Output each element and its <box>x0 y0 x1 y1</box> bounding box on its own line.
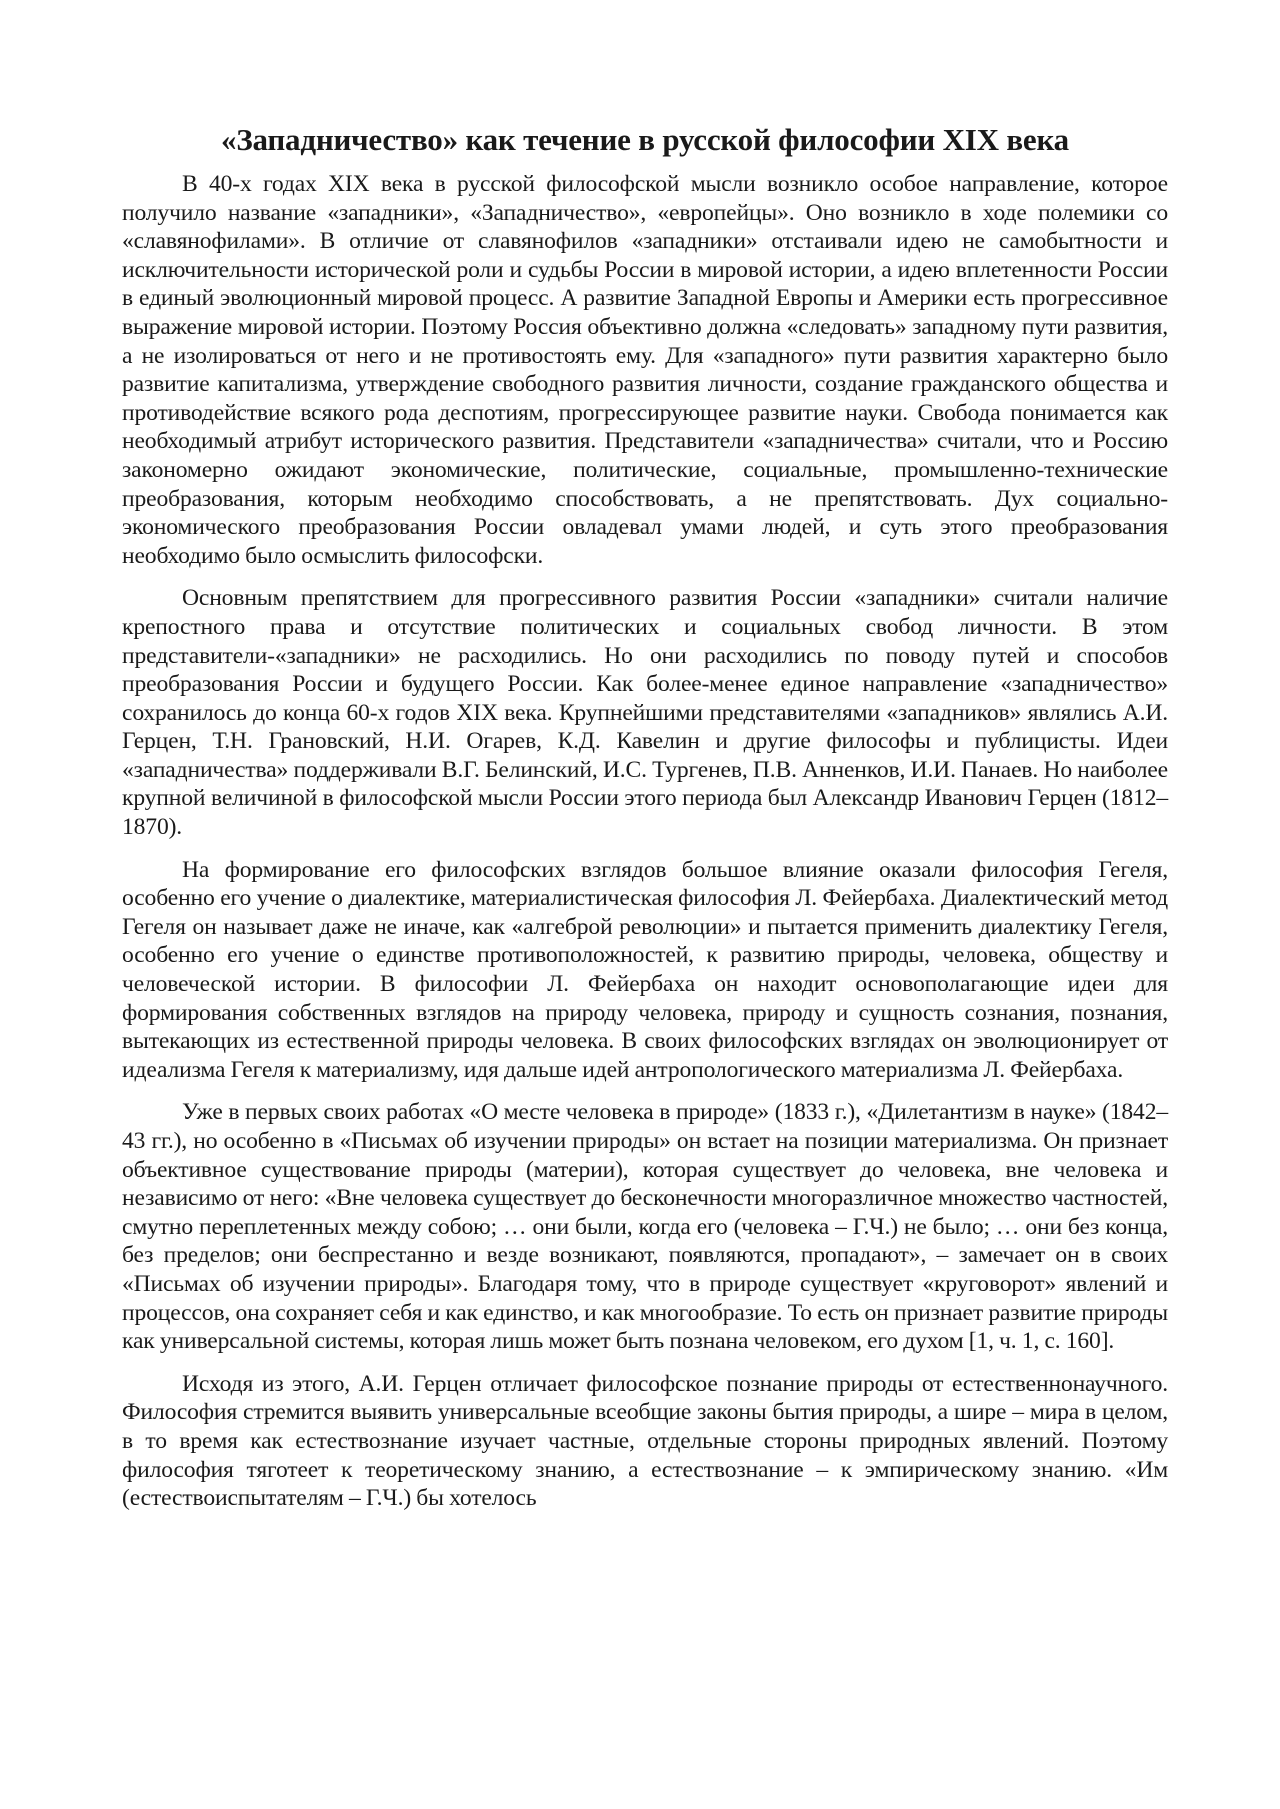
paragraph-1: В 40-х годах XIX века в русской философской мысли возникло особое направление, которое получило название «западники», «Западничество», «европейцы». Оно возникло в ходе полемики со «славянофилами». В отличие от славянофилов «западники» отстаивали идею не самобытности и исключительности исторической роли и судьбы России в мировой истории, а идею вплетенности России в единый эволюционный мировой процесс. А развитие Западной Европы и Америки есть прогрессивное выражение мировой истории. Поэтому Россия объективно должна «следовать» западному пути развития, а не изолироваться от него и не противостоять ему. Для «западного» пути развития характерно было развитие капитализма, утверждение свободного развития личности, создание гражданского общества и противодействие всякого рода деспотиям, прогрессирующее развитие науки. Свобода понимается как необходимый атрибут исторического развития. Представители «западничества» считали, что и Россию закономерно ожидают экономические, политические, социальные, промышленно-технические преобразования, которым необходимо способствовать, а не препятствовать. Дух социально-экономического преобразования России овладевал умами людей, и суть этого преобразования необходимо было осмыслить философски. <box>122 171 1168 569</box>
paragraph-2: Основным препятствием для прогрессивного развития России «западники» считали наличие крепостного права и отсутствие политических и социальных свобод личности. В этом представители-«западники» не расходились. Но они расходились по поводу путей и способов преобразования России и будущего России. Как более-менее единое направление «западничество» сохранилось до конца 60-х годов XIX века. Крупнейшими представителями «западников» являлись А.И. Герцен, Т.Н. Грановский, Н.И. Огарев, К.Д. Кавелин и другие философы и публицисты. Идеи «западничества» поддерживали В.Г. Белинский, И.С. Тургенев, П.В. Анненков, И.И. Панаев. Но наиболее крупной величиной в философской мысли России этого периода был Александр Иванович Герцен (1812–1870). <box>122 585 1168 841</box>
paragraph-4: Уже в первых своих работах «О месте человека в природе» (1833 г.), «Дилетантизм в науке» (1842–43 гг.), но особенно в «Письмах об изучении природы» он встает на позиции материализма. Он признает объективное существование природы (материи), которая существует до человека, вне человека и независимо от него: «Вне человека существует до бесконечности многоразличное множество частностей, смутно переплетенных между собою; … они были, когда его (человека – Г.Ч.) не было; … они без конца, без пределов; они беспрестанно и везде возникают, появляются, пропадают», – замечает он в своих «Письмах об изучении природы». Благодаря тому, что в природе существует «круговорот» явлений и процессов, она сохраняет себя и как единство, и как многообразие. То есть он признает развитие природы как универсальной системы, которая лишь может быть познана человеком, его духом [1, ч. 1, с. 160]. <box>122 1099 1168 1355</box>
paragraph-5: Исходя из этого, А.И. Герцен отличает философское познание природы от естественнонаучного. Философия стремится выявить универсальные всеобщие законы бытия природы, а шире – мира в целом, в то время как естествознание изучает частные, отдельные стороны природных явлений. Поэтому философия тяготеет к теоретическому знанию, а естествознание – к эмпирическому знанию. «Им (естествоиспытателям – Г.Ч.) бы хотелось <box>122 1370 1168 1512</box>
document-title: «Западничество» как течение в русской философии XIX века <box>221 122 1069 157</box>
document-body <box>122 120 1168 1513</box>
paragraph-3: На формирование его философских взглядов большое влияние оказали философия Гегеля, особенно его учение о диалектике, материалистическая философия Л. Фейербаха. Диалектический метод Гегеля он называет даже не иначе, как «алгеброй революции» и пытается применить диалектику Гегеля, особенно его учение о единстве противоположностей, к развитию природы, человека, обществу и человеческой истории. В философии Л. Фейербаха он находит основополагающие идеи для формирования собственных взглядов на природу человека, природу и сущность сознания, познания, вытекающих из естественной природы человека. В своих философских взглядах он эволюционирует от идеализма Гегеля к материализму, идя дальше идей антропологического материализма Л. Фейербаха. <box>122 856 1168 1083</box>
